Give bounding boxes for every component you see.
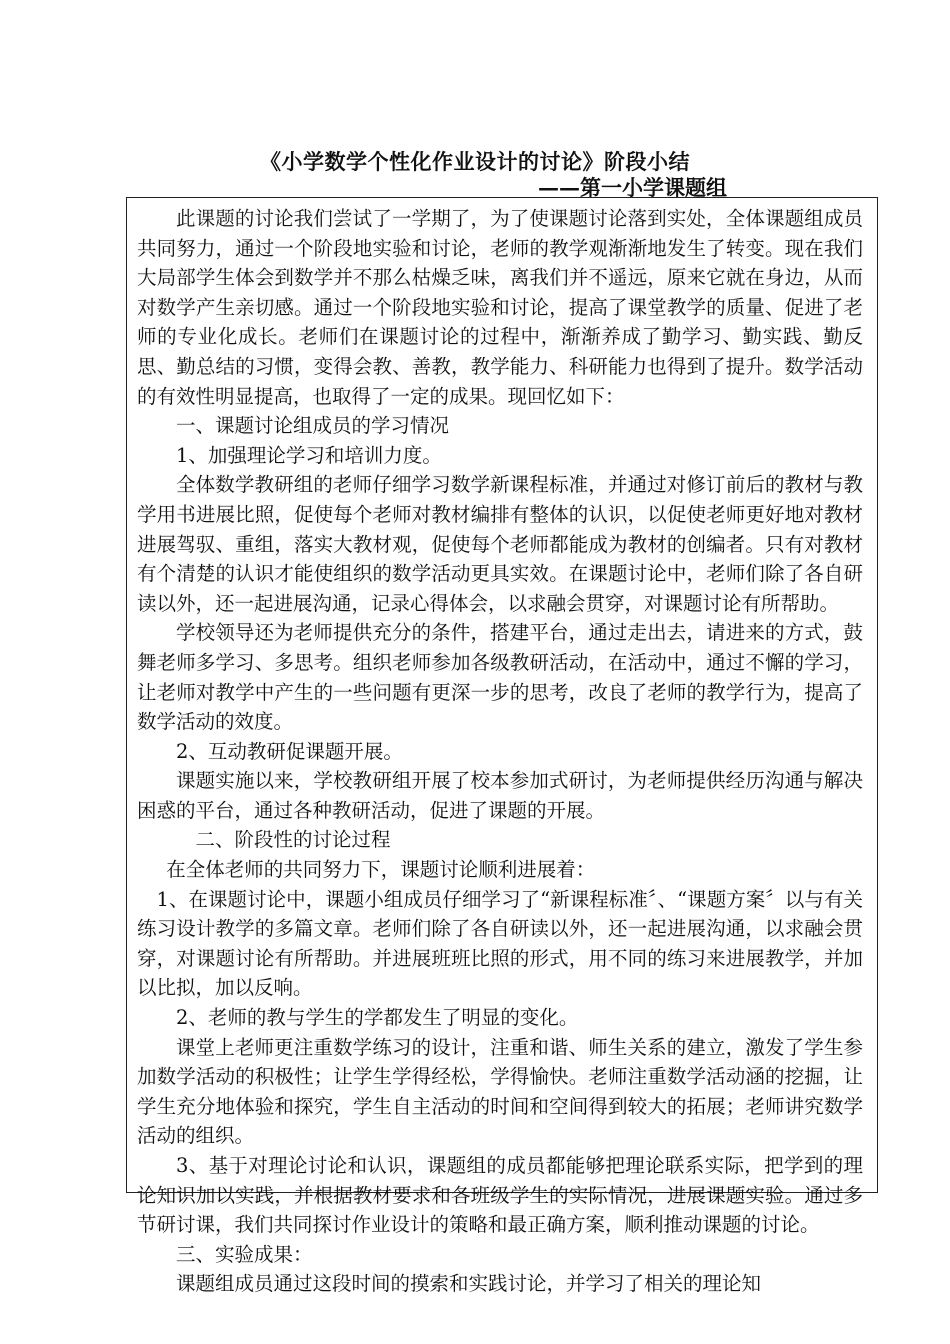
- paragraph-school-support: 学校领导还为老师提供充分的条件，搭建平台，通过走出去，请进来的方式，鼓舞老师多学习、多思考。组织老师参加各级教研活动，在活动中，通过不懈的学习，让老师对教学中产生的一些问题有更深一步的思考，改良了老师的教学行为，提高了数学活动的效度。: [137, 621, 863, 734]
- paragraph-process-3: 3、基于对理论讨论和认识，课题组的成员都能够把理论联系实际，把学到的理论知识加以实践，并根据教材要求和各班级学生的实际情况，进展课题实验。通过多节研讨课，我们共同探讨作业设计的策略和最正确方案，顺利推动课题的讨论。: [137, 1154, 863, 1237]
- subheading-1-2: 2、互动教研促课题开展。: [176, 739, 403, 763]
- section-heading-1: 一、课题讨论组成员的学习情况: [176, 414, 450, 438]
- content-frame: [126, 197, 878, 1296]
- content-body: [137, 204, 863, 1299]
- subheading-1-1: 1、加强理论学习和培训力度。: [176, 443, 442, 467]
- paragraph-theory-study: 全体数学教研组的老师仔细学习数学新课程标准，并通过对修订前后的教材与教学用书进展比照，促使每个老师对教材编排有整体的认识，以促使老师更好地对教材进展驾驭、重组，落实大教材观，促使每个老师都能成为教材的创编者。只有对教材有个清楚的认识才能使组织的数学活动更具实效。在课题讨论中，老师们除了各自研读以外，还一起进展沟通，记录心得体会，以求融会贯穿，对课题讨论有所帮助。: [137, 473, 863, 615]
- paragraph-classroom-change: 课堂上老师更注重数学练习的设计，注重和谐、师生关系的建立，激发了学生参加数学活动的积极性；让学生学得经松，学得愉快。老师注重数学活动涵的挖掘，让学生充分地体验和探究，学生自主活动的时间和空间得到较大的拓展；老师讲究数学活动的组织。: [137, 1035, 863, 1148]
- section-heading-2: 二、阶段性的讨论过程: [195, 828, 391, 852]
- document-title: 《小学数学个性化作业设计的讨论》阶段小结: [260, 149, 690, 174]
- paragraph-process-intro: 在全体老师的共同努力下，课题讨论顺利进展着：: [166, 858, 596, 882]
- document-subtitle: ——第一小学课题组: [538, 175, 727, 200]
- paragraph-intro: 此课题的讨论我们尝试了一学期了，为了使课题讨论落到实处，全体课题组成员共同努力，通过一个阶段地实验和讨论，老师的教学观渐渐地发生了转变。现在我们大局部学生体会到数学并不那么枯燥乏味，离我们并不遥远，原来它就在身边，从而对数学产生亲切感。通过一个阶段地实验和讨论，提高了课堂教学的质量、促进了老师的专业化成长。老师们在课题讨论的过程中，渐渐养成了勤学习、勤实践、勤反思、勤总结的习惯，变得会教、善教，教学能力、科研能力也得到了提升。数学活动的有效性明显提高，也取得了一定的成果。现回忆如下：: [137, 207, 863, 408]
- section-heading-3: 三、实验成果：: [176, 1242, 313, 1266]
- subheading-2-2: 2、老师的教与学生的学都发生了明显的变化。: [176, 1006, 579, 1030]
- paragraph-interactive-research: 课题实施以来，学校教研组开展了校本参加式研讨，为老师提供经历沟通与解决困惑的平台，通过各种教研活动，促进了课题的开展。: [137, 769, 863, 822]
- paragraph-process-1: 1、在课题讨论中，课题小组成员仔细学习了“新课程标准〞、“课题方案〞以与有关练习设计教学的多篇文章。老师们除了各自研读以外，还一起进展沟通，以求融会贯穿，对课题讨论有所帮助。并进展班班比照的形式，用不同的练习来进展教学，并加以比拟，加以反响。: [137, 887, 863, 1000]
- paragraph-results: 课题组成员通过这段时间的摸索和实践讨论，并学习了相关的理论知: [176, 1272, 762, 1296]
